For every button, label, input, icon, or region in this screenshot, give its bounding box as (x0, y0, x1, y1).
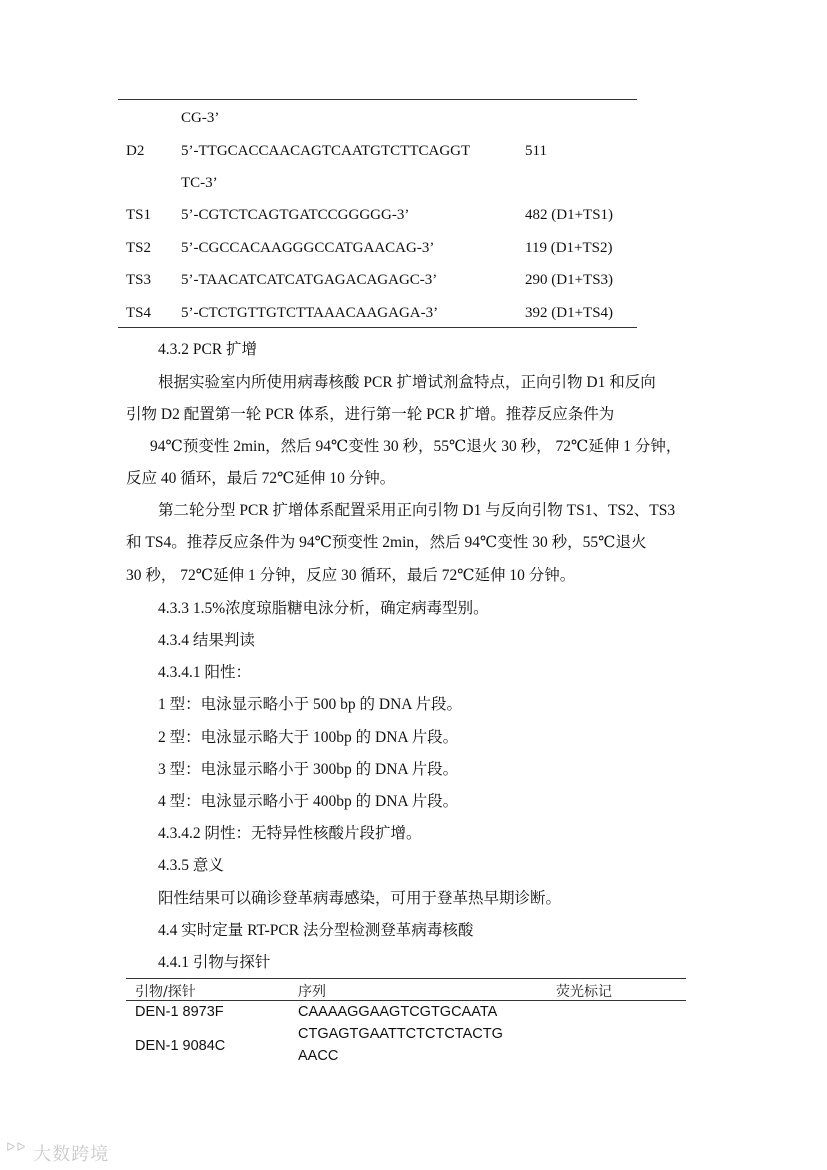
table2-header-fluorescent-label: 荧光标记 (556, 984, 612, 1000)
table1-top-border (118, 99, 637, 100)
watermark (6, 1140, 109, 1166)
table1-row-1-name: D2 (126, 143, 145, 159)
paragraph-line: 反应 40 循环，最后 72℃延伸 10 分钟。 (126, 470, 396, 487)
paragraph-line: 第二轮分型 PCR 扩增体系配置采用正向引物 D1 与反向引物 TS1、TS2、TS3 (158, 502, 676, 519)
section-heading-4-4-1: 4.4.1 引物与探针 (158, 954, 271, 971)
table1-bottom-border (118, 327, 637, 328)
result-type-1: 1 型：电泳显示略小于 500 bp 的 DNA 片段。 (158, 696, 462, 713)
paragraph-line: 94℃预变性 2min，然后 94℃变性 30 秒，55℃退火 30 秒， 72℃延伸 1 分钟， (150, 438, 682, 455)
watermark-text: 大数跨境 (33, 1144, 110, 1165)
table1-row-6-seq: 5’-CTCTGTTGTCTTAAACAAGAGA-3’ (181, 305, 439, 321)
table1-row-4-name: TS2 (126, 240, 152, 256)
table1-row-3-seq: 5’-CGTCTCAGTGATCCGGGGG-3’ (181, 207, 410, 223)
table1-row-5-size: 290 (D1+TS3) (525, 272, 614, 288)
table2-row-0-name: DEN-1 8973F (135, 1004, 224, 1020)
paragraph-line: 阳性结果可以确诊登革病毒感染，可用于登革热早期诊断。 (158, 890, 562, 907)
result-type-4: 4 型：电泳显示略小于 400bp 的 DNA 片段。 (158, 793, 459, 810)
section-heading-4-3-3: 4.3.3 1.5%浓度琼脂糖电泳分析，确定病毒型别。 (158, 600, 489, 617)
table1-row-2-seq: TC-3’ (181, 175, 218, 191)
table2-header-primer: 引物/探针 (135, 984, 196, 1000)
section-heading-4-3-4-1: 4.3.4.1 阳性： (158, 664, 252, 681)
table1-row-5-seq: 5’-TAACATCATCATGAGACAGAGC-3’ (181, 272, 438, 288)
table1-row-1-seq: 5’-TTGCACCAACAGTCAATGTCTTCAGGT (181, 143, 471, 159)
result-type-3: 3 型：电泳显示略小于 300bp 的 DNA 片段。 (158, 761, 459, 778)
result-type-2: 2 型：电泳显示略大于 100bp 的 DNA 片段。 (158, 729, 459, 746)
paragraph-line: 引物 D2 配置第一轮 PCR 体系，进行第一轮 PCR 扩增。推荐反应条件为 (126, 406, 615, 423)
section-heading-4-4: 4.4 实时定量 RT-PCR 法分型检测登革病毒核酸 (158, 922, 474, 939)
watermark-logo-icon: ᐅᐅ (6, 1140, 27, 1154)
table2-row-1-seq: CTGAGTGAATTCTCTCTACTG (298, 1026, 503, 1042)
table1-row-6-size: 392 (D1+TS4) (525, 305, 614, 321)
paragraph-line: 根据实验室内所使用病毒核酸 PCR 扩增试剂盒特点，正向引物 D1 和反向 (158, 374, 656, 391)
paragraph-line: 30 秒， 72℃延伸 1 分钟，反应 30 循环，最后 72℃延伸 10 分钟。 (126, 567, 576, 584)
table2-header-divider (126, 1000, 686, 1001)
table2-top-border (126, 978, 686, 979)
table1-row-0-seq: CG-3’ (181, 110, 220, 126)
table1-row-3-name: TS1 (126, 207, 152, 223)
table2-row-1-seq-continued: AACC (298, 1048, 339, 1064)
section-heading-4-3-4-2: 4.3.4.2 阴性：无特异性核酸片段扩增。 (158, 825, 422, 842)
paragraph-line: 和 TS4。推荐反应条件为 94℃预变性 2min，然后 94℃变性 30 秒，55℃退火 (126, 534, 647, 551)
table2-header-sequence: 序列 (298, 984, 326, 1000)
table2-row-0-seq: CAAAAGGAAGTCGTGCAATA (298, 1004, 498, 1020)
table1-row-3-size: 482 (D1+TS1) (525, 207, 614, 223)
section-heading-4-3-2: 4.3.2 PCR 扩增 (158, 341, 258, 358)
table1-row-6-name: TS4 (126, 305, 152, 321)
section-heading-4-3-5: 4.3.5 意义 (158, 857, 224, 874)
table1-row-4-size: 119 (D1+TS2) (525, 240, 613, 256)
table1-row-5-name: TS3 (126, 272, 152, 288)
table2-row-1-name: DEN-1 9084C (135, 1038, 226, 1054)
table1-row-4-seq: 5’-CGCCACAAGGGCCATGAACAG-3’ (181, 240, 435, 256)
table1-row-1-size: 511 (525, 143, 547, 159)
section-heading-4-3-4: 4.3.4 结果判读 (158, 632, 255, 649)
